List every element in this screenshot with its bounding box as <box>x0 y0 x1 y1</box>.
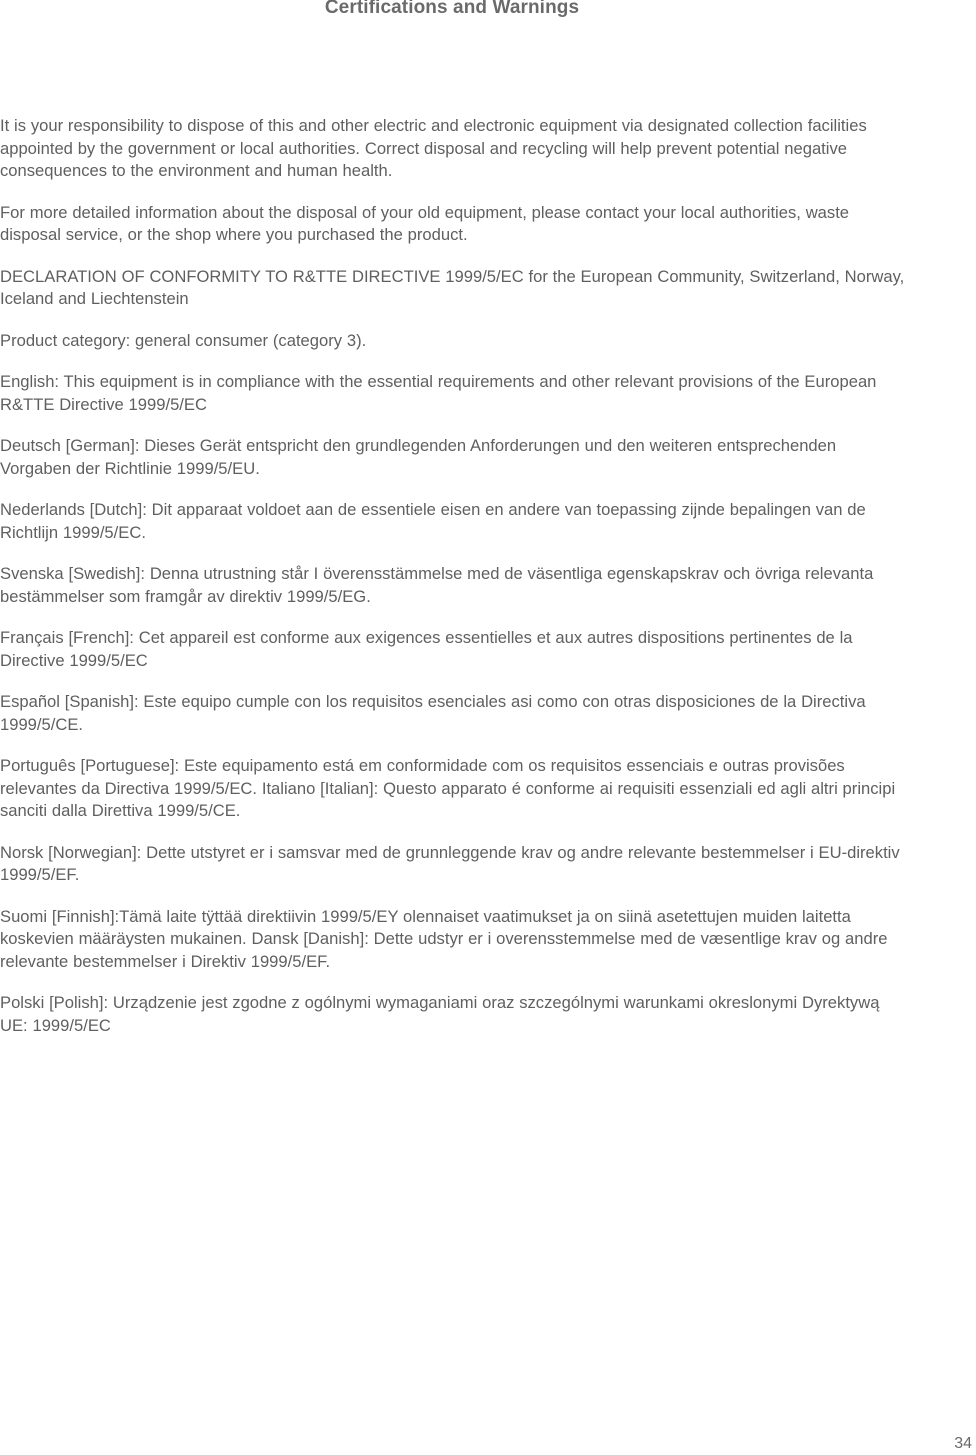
paragraph-disposal-responsibility: It is your responsibility to dispose of this and other electric and electronic equipment via designated collection facilities appointed by the government or local authorities. Correct disposal and recycling will help prevent potential negative consequences to the environment and human health. <box>0 116 867 180</box>
paragraph-german: Deutsch [German]: Dieses Gerät entspricht den grundlegenden Anforderungen und den weiteren entsprechenden Vorgaben der Richtlinie 1999/5/EU. <box>0 436 837 478</box>
paragraph-spanish: Español [Spanish]: Este equipo cumple con los requisitos esenciales asi como con otras disposiciones de la Directiva 1999/5/CE. <box>0 692 866 734</box>
page-title: Certifications and Warnings <box>324 0 580 18</box>
page-number: 34 <box>954 1435 972 1452</box>
paragraph-french: Français [French]: Cet appareil est conforme aux exigences essentielles et aux autres dispositions pertinentes de la Directive 1999/5/EC <box>0 628 853 670</box>
paragraph-polish: Polski [Polish]: Urządzenie jest zgodne z ogólnymi wymaganiami oraz szczególnymi warunkami okreslonymi Dyrektywą UE: 1999/5/EC <box>0 993 880 1035</box>
paragraph-norwegian: Norsk [Norwegian]: Dette utstyret er i samsvar med de grunnleggende krav og andre relevante bestemmelser i EU-direktiv 1999/5/EF. <box>0 842 900 884</box>
paragraph-portuguese-italian: Português [Portuguese]: Este equipamento está em conformidade com os requisitos essenciais e outras provisões relevantes da Directiva 1999/5/EC. Italiano [Italian]: Questo apparato é conforme ai requisiti essenziali ed agli altri principi sanciti dalla Direttiva 1999/5/CE. <box>0 756 896 820</box>
paragraph-product-category: Product category: general consumer (category 3). <box>0 330 367 350</box>
paragraph-dutch: Nederlands [Dutch]: Dit apparaat voldoet aan de essentiele eisen en andere van toepassing zijnde bepalingen van de Richtlijn 1999/5/EC. <box>0 500 866 542</box>
paragraph-disposal-info: For more detailed information about the disposal of your old equipment, please contact your local authorities, waste disposal service, or the shop where you purchased the product. <box>0 202 850 244</box>
paragraph-english: English: This equipment is in compliance with the essential requirements and other relevant provisions of the European R&TTE Directive 1999/5/EC <box>0 372 877 414</box>
document-body <box>0 115 910 1056</box>
paragraph-swedish: Svenska [Swedish]: Denna utrustning står I överensstämmelse med de väsentliga egenskapskrav och övriga relevanta bestämmelser som framgår av direktiv 1999/5/EG. <box>0 564 874 606</box>
paragraph-finnish-danish: Suomi [Finnish]:Tämä laite tÿttää direktiivin 1999/5/EY olennaiset vaatimukset ja on siinä asetettujen muiden laitetta koskevien määräysten mukainen. Dansk [Danish]: Dette udstyr er i overensstemmelse med de væsentlige krav og andre relevante bestemmelser i Direktiv 1999/5/EF. <box>0 906 888 971</box>
paragraph-declaration-of-conformity: DECLARATION OF CONFORMITY TO R&TTE DIRECTIVE 1999/5/EC for the European Community, Switzerland, Norway, Iceland and Liechtenstein <box>0 266 905 308</box>
